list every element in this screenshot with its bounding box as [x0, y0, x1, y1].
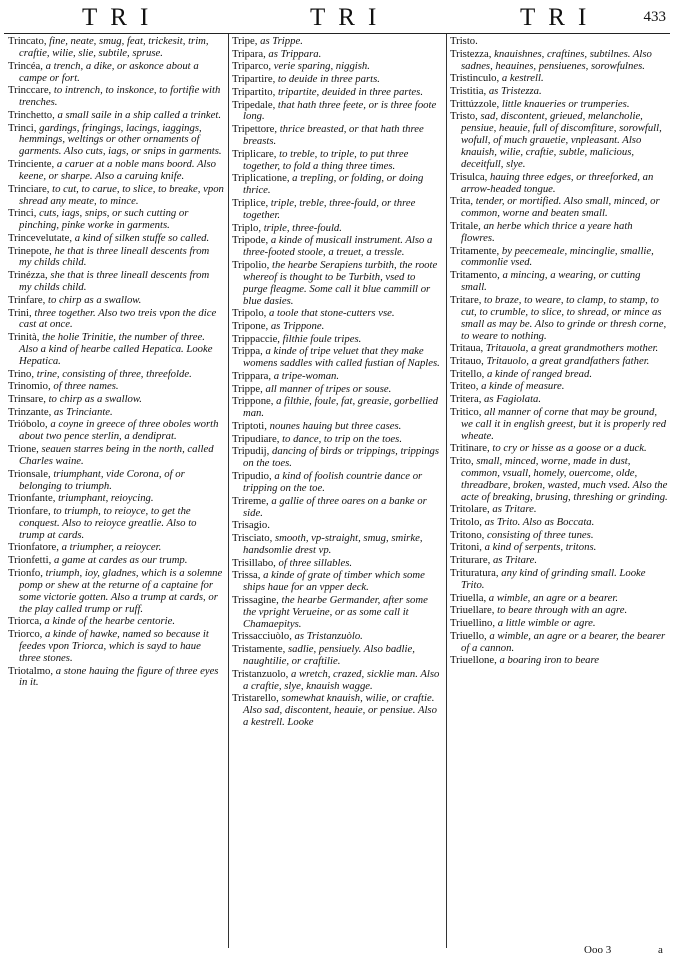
entry-definition: nounes hauing but three cases. — [269, 420, 402, 433]
entry-headword: Triorco, — [8, 628, 43, 641]
entry-headword: Tripudiare, — [232, 432, 280, 445]
entry-headword: Tripudio, — [232, 470, 272, 483]
dictionary-entry — [8, 444, 224, 468]
dictionary-entry — [232, 693, 442, 729]
entry-headword: Tristanzuolo, — [232, 667, 289, 680]
entry-headword: Tripudij, — [232, 445, 270, 458]
entry-headword: Trisulca, — [450, 170, 488, 183]
entry-definition: to intrench, to inskonce, to fortifie with trenches. — [19, 84, 221, 109]
dictionary-entry — [450, 605, 668, 617]
dictionary-entry — [8, 61, 224, 85]
entry-definition: to deuide in three parts. — [277, 73, 380, 86]
entry-headword: Trissacciuòlo, — [232, 630, 292, 643]
entry-headword: Trione, — [8, 443, 39, 456]
entry-definition: a kind of serpents, tritons. — [484, 541, 597, 554]
entry-definition: as Trippara. — [268, 47, 322, 60]
entry-definition: a trepling, or folding, or doing thrice. — [243, 172, 424, 197]
entry-headword: Trinccare, — [8, 84, 52, 97]
entry-definition: to cut, to carue, to slice, to breake, vpon shread any meate, to mince. — [19, 182, 224, 207]
entry-headword: Trippara, — [232, 370, 272, 383]
dictionary-column-2 — [232, 36, 442, 948]
dictionary-entry — [8, 419, 224, 443]
entry-definition: as Tristanzuòlo. — [294, 630, 363, 643]
dictionary-entry — [450, 504, 668, 516]
entry-definition: hauing three edges, or threeforked, an arrow-headed tongue. — [461, 170, 654, 195]
entry-headword: Tritoni, — [450, 541, 482, 554]
dictionary-entry — [450, 593, 668, 605]
dictionary-entry — [232, 446, 442, 470]
dictionary-entry — [8, 36, 224, 60]
entry-definition: filthie foule tripes. — [282, 332, 362, 345]
header-rule — [4, 33, 670, 34]
page-number: 433 — [643, 9, 666, 25]
entry-definition: a mincing, a wearing, or cutting small. — [461, 269, 641, 294]
entry-definition: a kind of foolish countrie dance or tripping on the toe. — [243, 470, 423, 494]
entry-headword: Trinsare, — [8, 393, 46, 406]
column-divider-2 — [446, 34, 447, 948]
dictionary-entry — [232, 631, 442, 643]
entry-headword: Trionsale, — [8, 467, 51, 480]
entry-definition: thrice breasted, or that hath three breasts. — [243, 123, 424, 148]
entry-definition: a gallie of three oares on a banke or side. — [243, 494, 427, 519]
entry-definition: to dance, to trip on the toes. — [282, 432, 402, 445]
dictionary-entry — [8, 616, 224, 628]
entry-definition: somewhat knauish, wilie, or craftie. Also sad, discontent, heauie, or pensiue. Also a kestrell. Looke — [243, 692, 437, 729]
entry-definition: a kinde of measure. — [481, 380, 565, 393]
dictionary-column-3 — [450, 36, 668, 948]
entry-definition: to triumph, to reioyce, to get the conquest. Also to reioyce greatlie. Also to trump at cards. — [19, 504, 197, 541]
dictionary-entry — [232, 533, 442, 557]
dictionary-entry — [232, 371, 442, 383]
entry-headword: Trinci, — [8, 207, 37, 220]
dictionary-entry — [232, 124, 442, 148]
entry-headword: Triuello, — [450, 629, 487, 642]
dictionary-entry — [8, 506, 224, 542]
entry-definition: the hearbe Serapiens turbith, the roote whereof is thought to be Turbith, vsed to purge fleagme. Some call it blue cammill or blue dasies. — [243, 258, 438, 307]
entry-definition: verie sparing, niggish. — [273, 60, 370, 73]
dictionary-entry — [8, 568, 224, 616]
entry-definition: that hath three feete, or is three foote long. — [243, 98, 437, 123]
entry-definition: tender, or mortified. Also small, minced, or common, worne and beaten small. — [461, 195, 660, 220]
entry-definition: a wimble, an agre or a bearer. — [488, 591, 619, 604]
entry-definition: she that is three lineall descents from my childs child. — [19, 269, 210, 294]
dictionary-entry — [8, 332, 224, 368]
entry-headword: Triptoti, — [232, 420, 267, 433]
dictionary-entry — [8, 369, 224, 381]
entry-headword: Trisciato, — [232, 531, 273, 544]
entry-definition: a game at cardes as our trump. — [53, 554, 188, 567]
dictionary-entry — [8, 233, 224, 245]
dictionary-entry — [232, 74, 442, 86]
entry-headword: Trissagine, — [232, 593, 279, 606]
dictionary-column-1 — [8, 36, 224, 948]
entry-definition: consisting of three tunes. — [487, 528, 594, 541]
entry-headword: Tristarello, — [232, 692, 279, 705]
entry-definition: the holie Trinitie, the number of three. Also a kind of hearbe called Hepatica. Looke Hepatica. — [19, 331, 213, 367]
dictionary-entry — [450, 456, 668, 504]
entry-definition: seauen starres being in the north, called Charles waine. — [19, 443, 214, 467]
entry-headword: Tristitia, — [450, 85, 487, 98]
dictionary-entry — [232, 421, 442, 433]
dictionary-entry — [232, 61, 442, 73]
dictionary-entry — [450, 555, 668, 567]
dictionary-entry — [450, 49, 668, 73]
entry-headword: Tristezza, — [450, 47, 492, 60]
dictionary-entry — [8, 184, 224, 208]
dictionary-entry — [450, 99, 668, 111]
entry-definition: all manner of corne that may be ground, we call it in english greest, but it is properly red wheate. — [461, 405, 667, 442]
dictionary-entry — [8, 469, 224, 493]
entry-headword: Tritauo, — [450, 354, 484, 367]
dictionary-entry — [450, 618, 668, 630]
dictionary-entry — [450, 568, 668, 592]
entry-definition: as Tritare. — [492, 503, 537, 516]
dictionary-entry — [8, 666, 224, 690]
entry-headword: Trinézza, — [8, 269, 48, 282]
dictionary-entry — [450, 542, 668, 554]
entry-headword: Trinci, — [8, 121, 37, 134]
entry-headword: Trincéa, — [8, 59, 43, 72]
dictionary-entry — [450, 517, 668, 529]
entry-definition: as Fagiolata. — [484, 393, 542, 406]
entry-headword: Trisagio. — [232, 519, 270, 532]
entry-definition: a triumpher, a reioycer. — [61, 541, 162, 554]
running-head-center: TRI — [310, 4, 390, 31]
dictionary-entry — [232, 558, 442, 570]
entry-definition: triumph, ioy, gladnes, which is a solemne pomp or shew at the returne of a captaine for some victorie gotten. Also a trump at cards, or the play called trump or ruff. — [19, 566, 223, 615]
entry-headword: Tritera, — [450, 393, 482, 406]
entry-definition: tripartite, deuided in three partes. — [277, 85, 423, 98]
dictionary-entry — [8, 110, 224, 122]
entry-definition: a kinde of the hearbe centorie. — [44, 615, 176, 628]
entry-headword: Trinciare, — [8, 182, 50, 195]
dictionary-entry — [232, 334, 442, 346]
dictionary-entry — [232, 149, 442, 173]
entry-definition: a wretch, crazed, sicklie man. Also a craftie, slye, knauish wagge. — [243, 667, 440, 692]
entry-definition: a kinde of musicall instrument. Also a three-footed stoole, a treuet, a tressle. — [243, 234, 433, 259]
running-head-right: TRI — [520, 4, 600, 31]
entry-headword: Trióbolo, — [8, 418, 48, 431]
entry-headword: Triplicare, — [232, 147, 277, 160]
entry-headword: Tripone, — [232, 320, 269, 332]
dictionary-entry — [450, 381, 668, 393]
entry-headword: Triplice, — [232, 196, 269, 209]
entry-headword: Triparco, — [232, 60, 272, 73]
dictionary-entry — [450, 443, 668, 455]
entry-headword: Trini, — [8, 306, 32, 319]
entry-headword: Trippone, — [232, 395, 274, 408]
entry-definition: a kind of silken stuffe so called. — [74, 231, 210, 244]
dictionary-entry — [232, 235, 442, 259]
dictionary-entry — [232, 595, 442, 631]
entry-headword: Triplicatione, — [232, 172, 290, 185]
entry-headword: Triuellino, — [450, 616, 496, 629]
dictionary-entry — [232, 644, 442, 668]
entry-definition: Tritauolo, a great grandfathers father. — [486, 354, 650, 367]
entry-definition: a coyne in greece of three oboles worth about two pence sterlin, a dendiprat. — [19, 418, 219, 443]
entry-headword: Tripara, — [232, 47, 266, 60]
dictionary-entry — [232, 669, 442, 693]
column-divider-1 — [228, 34, 229, 948]
dictionary-entry — [232, 87, 442, 99]
entry-headword: Triturare, — [450, 554, 491, 567]
dictionary-entry — [450, 73, 668, 85]
entry-definition: he that is three lineall descents from my childs child. — [19, 244, 210, 269]
signature-mark: Ooo 3 — [584, 944, 612, 956]
dictionary-entry — [8, 159, 224, 183]
dictionary-entry — [450, 530, 668, 542]
dictionary-entry — [232, 260, 442, 308]
entry-definition: all manner of tripes or souse. — [265, 382, 392, 395]
dictionary-entry — [232, 100, 442, 124]
entry-headword: Tritico, — [450, 405, 482, 418]
dictionary-entry — [232, 384, 442, 396]
entry-headword: Tritolo, — [450, 516, 482, 529]
dictionary-entry — [232, 321, 442, 333]
entry-headword: Trinità, — [8, 331, 40, 344]
entry-headword: Trinciente, — [8, 158, 55, 171]
entry-definition: a little wimble or agre. — [497, 616, 596, 629]
entry-headword: Tritale, — [450, 219, 481, 232]
entry-headword: Trinchetto, — [8, 108, 55, 121]
entry-definition: any kind of grinding small. Looke Trito. — [461, 566, 646, 591]
entry-headword: Tripettore, — [232, 123, 278, 136]
entry-headword: Trippa, — [232, 345, 263, 358]
entry-definition: a small saile in a ship called a trinket. — [57, 108, 222, 121]
entry-headword: Trionfetti, — [8, 554, 52, 567]
dictionary-entry — [8, 381, 224, 393]
entry-headword: Tripartito, — [232, 85, 276, 98]
dictionary-entry — [450, 295, 668, 343]
entry-definition: three together. Also two treis vpon the dice cast at once. — [19, 306, 217, 331]
entry-definition: the hearbe Germander, after some the vpright Verueine, or as some call it Chamaepitys. — [243, 593, 428, 630]
dictionary-entry — [8, 493, 224, 505]
entry-headword: Trita, — [450, 195, 474, 208]
entry-definition: fine, neate, smug, feat, trickesit, trim, craftie, wilie, slie, subtile, spruse. — [19, 36, 209, 59]
entry-definition: a wimble, an agre or a bearer, the bearer of a cannon. — [461, 629, 666, 654]
entry-headword: Tripolio, — [232, 258, 270, 271]
entry-definition: to chirp as a swallow. — [48, 393, 142, 406]
dictionary-entry — [450, 369, 668, 381]
dictionary-entry — [232, 346, 442, 370]
entry-definition: cuts, iags, snips, or such cutting or pinching, pinke worke in garments. — [19, 207, 189, 232]
entry-headword: Triuellone, — [450, 654, 497, 667]
entry-headword: Tristamente, — [232, 643, 286, 656]
running-header — [10, 4, 666, 34]
entry-definition: to cry or hisse as a goose or a duck. — [492, 442, 647, 455]
entry-headword: Trito, — [450, 454, 474, 467]
dictionary-entry — [232, 496, 442, 520]
dictionary-entry — [232, 434, 442, 446]
entry-definition: a stone hauing the figure of three eyes in it. — [19, 664, 219, 689]
entry-definition: smooth, vp-straight, smug, smirke, handsomlie drest vp. — [243, 531, 423, 556]
entry-headword: Tristo, — [450, 110, 478, 123]
entry-definition: an herbe which thrice a yeare hath flowres. — [461, 219, 633, 244]
dictionary-entry — [450, 172, 668, 196]
entry-definition: Tritauola, a great grandmothers mother. — [485, 342, 659, 355]
dictionary-entry — [232, 308, 442, 320]
catchword-mark: a — [658, 944, 663, 956]
entry-definition: triple, treble, three-fould, or three together. — [243, 196, 416, 221]
dictionary-entry — [8, 407, 224, 419]
entry-definition: to beare through with an agre. — [497, 604, 628, 617]
entry-headword: Trisillabo, — [232, 556, 276, 569]
dictionary-entry — [232, 49, 442, 61]
entry-definition: a caruer at a noble mans boord. Also keene, or sharpe. Also a caruing knife. — [19, 158, 217, 182]
entry-headword: Trionfatore, — [8, 541, 59, 554]
dictionary-entry — [8, 394, 224, 406]
dictionary-entry — [8, 246, 224, 270]
entry-headword: Trionfare, — [8, 504, 51, 517]
entry-definition: knauishnes, craftines, subtilnes. Also sadnes, heauines, pensiuenes, sorowfulnes. — [461, 47, 652, 72]
entry-headword: Triorca, — [8, 615, 42, 628]
running-head-left: TRI — [82, 4, 162, 31]
entry-headword: Tritamente, — [450, 244, 500, 257]
dictionary-entry — [232, 471, 442, 495]
dictionary-entry — [450, 86, 668, 98]
entry-headword: Trissa, — [232, 569, 261, 582]
entry-definition: dancing of birds or trippings, trippings on the toes. — [243, 445, 440, 470]
entry-headword: Tristinculo, — [450, 72, 500, 85]
entry-definition: a kinde of ranged bread. — [487, 367, 593, 380]
entry-definition: a kestrell. — [501, 72, 544, 85]
dictionary-entry — [450, 246, 668, 270]
entry-headword: Tritamento, — [450, 269, 500, 282]
entry-definition: of three sillables. — [278, 556, 353, 569]
entry-definition: a kinde of tripe veluet that they make womens saddles with called fustian of Naples. — [243, 345, 440, 370]
entry-headword: Tripedale, — [232, 98, 276, 111]
entry-headword: Trituratura, — [450, 566, 499, 579]
entry-headword: Tritinare, — [450, 442, 490, 455]
entry-headword: Triuellare, — [450, 604, 495, 617]
entry-definition: triumphant, vide Corona, of or belonging to triumph. — [19, 467, 185, 492]
entry-definition: sadlie, pensiuely. Also badlie, naughtilie, or craftilie. — [243, 643, 415, 668]
entry-headword: Tritolare, — [450, 503, 490, 516]
entry-headword: Tritaua, — [450, 342, 484, 355]
entry-headword: Triplo, — [232, 221, 262, 234]
entry-definition: by peecemeale, mincinglie, smallie, commonlie vsed. — [461, 244, 654, 269]
entry-definition: a filthie, foule, fat, greasie, gorbellied man. — [243, 395, 439, 420]
dictionary-entry — [450, 343, 668, 355]
entry-definition: a kinde of grate of timber which some ships haue for an vpper deck. — [243, 569, 425, 594]
entry-headword: Trincevelutate, — [8, 231, 73, 244]
entry-headword: Tripartire, — [232, 73, 276, 86]
dictionary-entry — [8, 85, 224, 109]
entry-definition: as Tritare. — [492, 554, 538, 567]
entry-headword: Triotalmo, — [8, 664, 54, 677]
entry-definition: sad, discontent, grieued, melancholie, pensiue, heauie, full of discomfiture, sorowfull, wofull, of much grauetie, vnpleasant. Also knauish, wilie, craftie, subtle, malicious, deceitfull, slye. — [461, 110, 662, 171]
entry-headword: Tripolo, — [232, 307, 267, 320]
entry-definition: of three names. — [53, 380, 119, 393]
dictionary-entry — [450, 36, 668, 48]
entry-definition: to chirp as a swallow. — [47, 293, 142, 306]
dictionary-entry — [450, 631, 668, 655]
dictionary-entry — [450, 407, 668, 443]
dictionary-entry — [232, 173, 442, 197]
dictionary-entry — [450, 111, 668, 171]
entry-definition: as Trito. Also as Boccata. — [484, 516, 595, 529]
dictionary-entry — [8, 308, 224, 332]
entry-definition: a kinde of hawke, named so because it feedes vpon Triorca, which is sayd to haue three stones. — [19, 628, 209, 664]
entry-headword: Tristo. — [450, 36, 478, 47]
entry-definition: to braze, to weare, to clamp, to stamp, to cut, to crumble, to slice, to shread, or mince as small as may be. Also to grinde or thresh corne, to weare to nothing. — [461, 293, 667, 342]
entry-definition: a toole that stone-cutters vse. — [269, 307, 395, 320]
entry-definition: little knaueries or trumperies. — [501, 97, 630, 110]
entry-headword: Tritono, — [450, 528, 485, 541]
entry-definition: to treble, to triple, to put three together, to fold a thing three times. — [243, 147, 409, 172]
dictionary-entry — [232, 520, 442, 532]
dictionary-entry — [8, 295, 224, 307]
entry-headword: Trino, — [8, 367, 35, 380]
dictionary-entry — [8, 629, 224, 665]
entry-definition: trine, consisting of three, threefolde. — [36, 367, 192, 380]
entry-definition: small, minced, worne, made in dust, common, vsuall, homely, ouercome, olde, threadbare, broken, wasted, much vsed. Also the acte of breaking, brusing, threshing or grinding. — [461, 454, 668, 503]
entry-headword: Trionfante, — [8, 492, 56, 505]
entry-headword: Tripe, — [232, 36, 258, 47]
entry-definition: as Trippe. — [260, 36, 303, 47]
entry-headword: Triteo, — [450, 380, 479, 393]
entry-definition: triple, three-fould. — [263, 221, 342, 234]
dictionary-entry — [450, 655, 668, 667]
entry-definition: as Trippone. — [270, 320, 325, 332]
entry-headword: Trincato, — [8, 36, 47, 47]
entry-definition: as Trinciante. — [53, 405, 113, 418]
entry-headword: Tritare, — [450, 293, 482, 306]
dictionary-entry — [8, 555, 224, 567]
dictionary-entry — [8, 270, 224, 294]
dictionary-entry — [450, 221, 668, 245]
dictionary-entry — [232, 198, 442, 222]
entry-headword: Tripode, — [232, 234, 269, 247]
entry-headword: Trinfare, — [8, 293, 46, 306]
dictionary-entry — [232, 36, 442, 48]
dictionary-entry — [232, 223, 442, 235]
dictionary-entry — [232, 570, 442, 594]
entry-headword: Trinepote, — [8, 244, 52, 257]
dictionary-entry — [8, 542, 224, 554]
entry-headword: Trionfo, — [8, 566, 43, 579]
entry-headword: Trippe, — [232, 382, 263, 395]
dictionary-entry — [450, 394, 668, 406]
entry-headword: Trinomio, — [8, 380, 51, 393]
entry-headword: Tritello, — [450, 367, 485, 380]
entry-definition: a tripe-woman. — [273, 370, 340, 383]
dictionary-entry — [232, 396, 442, 420]
dictionary-entry — [450, 196, 668, 220]
entry-headword: Triuella, — [450, 591, 487, 604]
entry-headword: Trinzante, — [8, 405, 52, 418]
dictionary-entry — [450, 356, 668, 368]
entry-headword: Trireme, — [232, 494, 269, 507]
dictionary-entry — [450, 270, 668, 294]
entry-definition: triumphant, reioycing. — [58, 492, 154, 505]
dictionary-entry — [8, 208, 224, 232]
entry-definition: a boaring iron to beare — [499, 654, 600, 667]
dictionary-entry — [8, 123, 224, 159]
entry-definition: a trench, a dike, or askonce about a campe or fort. — [19, 59, 199, 84]
entry-headword: Trittúzzole, — [450, 97, 500, 110]
entry-definition: gardings, fringings, lacings, iaggings, hemmings, weltings or other ornaments of garments. Also cuts, iags, or snips in garments. — [19, 121, 222, 158]
entry-headword: Trippaccie, — [232, 332, 280, 345]
entry-definition: as Tristezza. — [488, 85, 542, 98]
